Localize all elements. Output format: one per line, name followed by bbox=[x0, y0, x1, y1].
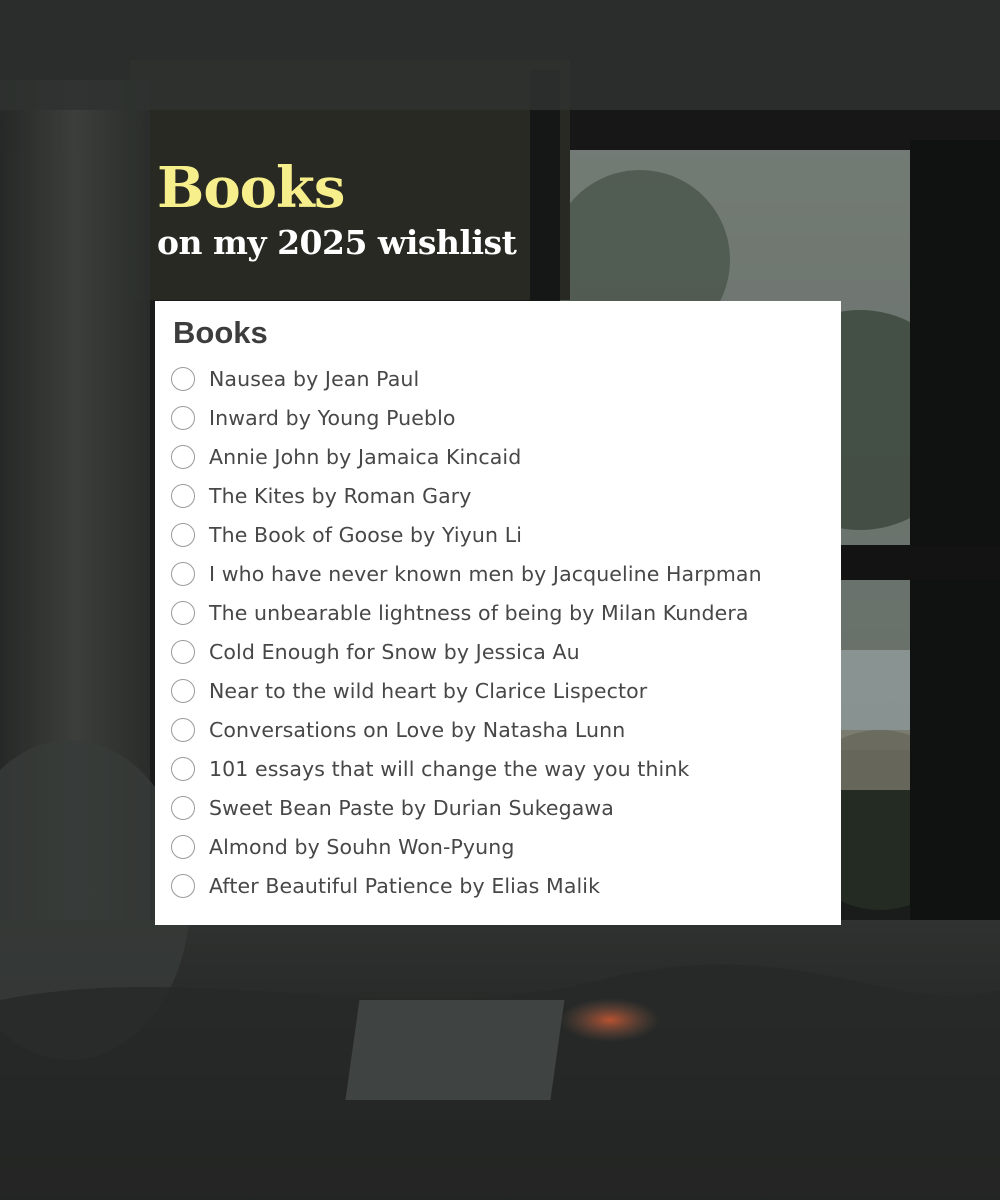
item-label: Annie John by Jamaica Kincaid bbox=[209, 444, 522, 469]
empty-circle-checkbox-icon[interactable] bbox=[171, 679, 195, 703]
list-item[interactable] bbox=[171, 671, 841, 710]
headline bbox=[157, 155, 517, 262]
list-item[interactable] bbox=[171, 515, 841, 554]
empty-circle-checkbox-icon[interactable] bbox=[171, 601, 195, 625]
item-label: Conversations on Love by Natasha Lunn bbox=[209, 717, 626, 742]
empty-circle-checkbox-icon[interactable] bbox=[171, 835, 195, 859]
empty-circle-checkbox-icon[interactable] bbox=[171, 523, 195, 547]
empty-circle-checkbox-icon[interactable] bbox=[171, 640, 195, 664]
empty-circle-checkbox-icon[interactable] bbox=[171, 484, 195, 508]
empty-circle-checkbox-icon[interactable] bbox=[171, 562, 195, 586]
list-item[interactable] bbox=[171, 359, 841, 398]
list-item[interactable] bbox=[171, 632, 841, 671]
item-label: Almond by Souhn Won-Pyung bbox=[209, 834, 515, 859]
empty-circle-checkbox-icon[interactable] bbox=[171, 406, 195, 430]
item-label: Nausea by Jean Paul bbox=[209, 366, 420, 391]
list-item[interactable] bbox=[171, 398, 841, 437]
item-label: Near to the wild heart by Clarice Lispector bbox=[209, 678, 648, 703]
empty-circle-checkbox-icon[interactable] bbox=[171, 718, 195, 742]
list-item[interactable] bbox=[171, 710, 841, 749]
list-item[interactable] bbox=[171, 593, 841, 632]
item-label: The unbearable lightness of being by Milan Kundera bbox=[209, 600, 749, 625]
item-label: Sweet Bean Paste by Durian Sukegawa bbox=[209, 795, 614, 820]
list-item[interactable] bbox=[171, 476, 841, 515]
empty-circle-checkbox-icon[interactable] bbox=[171, 796, 195, 820]
list-item[interactable] bbox=[171, 437, 841, 476]
empty-circle-checkbox-icon[interactable] bbox=[171, 874, 195, 898]
item-label: The Kites by Roman Gary bbox=[209, 483, 472, 508]
card-title: Books bbox=[173, 315, 268, 350]
list-item[interactable] bbox=[171, 788, 841, 827]
empty-circle-checkbox-icon[interactable] bbox=[171, 445, 195, 469]
headline-subtitle: on my 2025 wishlist bbox=[157, 223, 517, 262]
item-label: Cold Enough for Snow by Jessica Au bbox=[209, 639, 580, 664]
todo-card bbox=[155, 301, 841, 925]
item-label: After Beautiful Patience by Elias Malik bbox=[209, 873, 601, 898]
item-label: 101 essays that will change the way you think bbox=[209, 756, 690, 781]
item-label: I who have never known men by Jacqueline Harpman bbox=[209, 561, 762, 586]
headline-title: Books bbox=[157, 155, 345, 221]
list-item[interactable] bbox=[171, 866, 841, 905]
empty-circle-checkbox-icon[interactable] bbox=[171, 757, 195, 781]
item-label: The Book of Goose by Yiyun Li bbox=[209, 522, 523, 547]
list-item[interactable] bbox=[171, 827, 841, 866]
list-item[interactable] bbox=[171, 554, 841, 593]
item-label: Inward by Young Pueblo bbox=[209, 405, 456, 430]
list-item[interactable] bbox=[171, 749, 841, 788]
todo-list bbox=[171, 359, 841, 905]
empty-circle-checkbox-icon[interactable] bbox=[171, 367, 195, 391]
